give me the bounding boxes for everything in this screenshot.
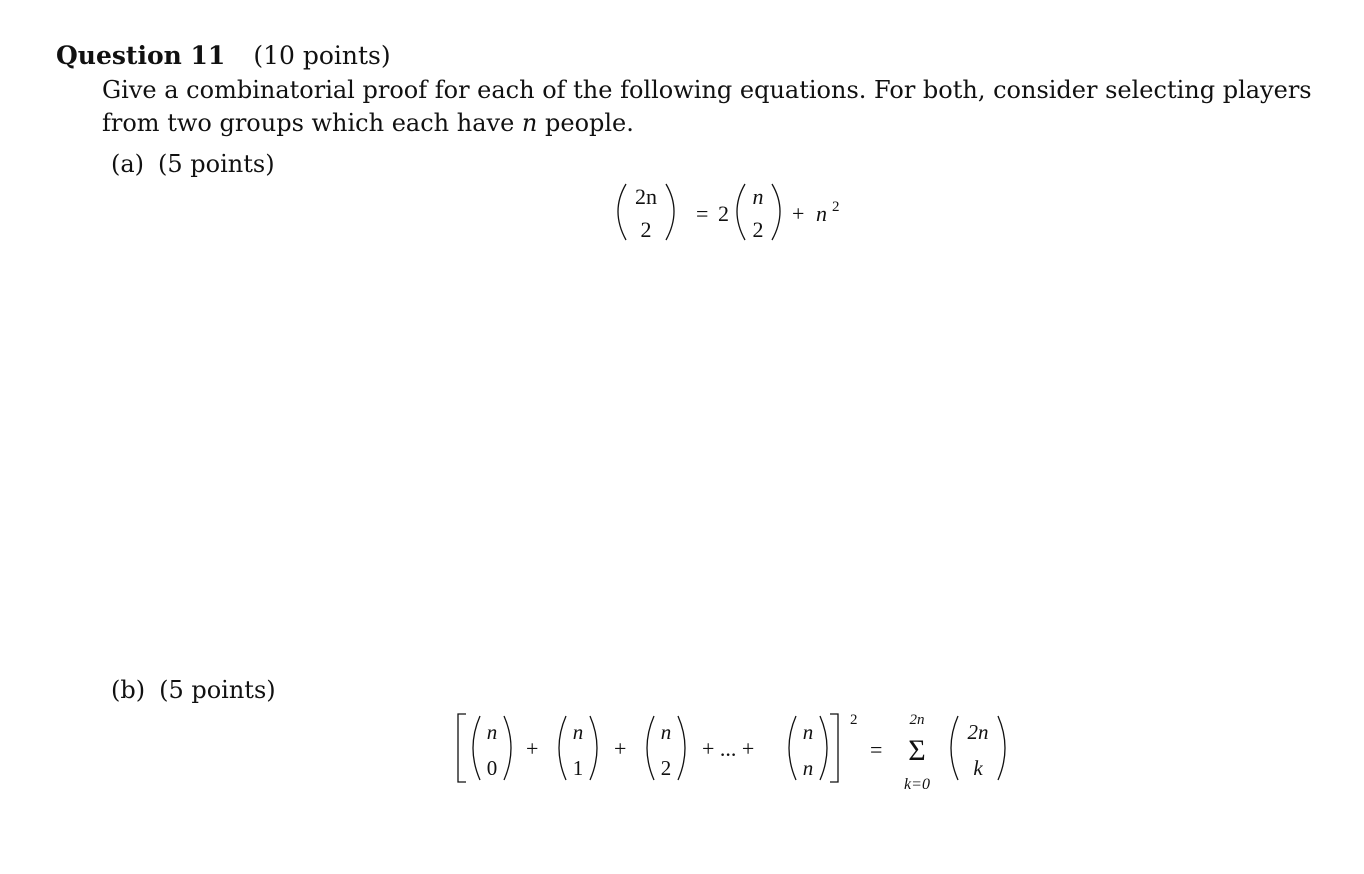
part-a-label	[111, 150, 275, 178]
instructions-text-start: Give a combinatorial proof for each of the following equations. For both, consider selecting players from two groups which each have	[102, 76, 1312, 137]
coefficient: 2	[718, 201, 729, 226]
plus-sign: +	[792, 201, 805, 226]
part-a-equation	[600, 178, 860, 250]
binomial-top: 2n	[635, 184, 657, 209]
equals-sign: =	[870, 737, 883, 762]
binomial-top: n	[572, 720, 584, 744]
part-b-label	[111, 676, 276, 704]
left-bracket	[458, 714, 466, 782]
left-paren	[737, 184, 745, 240]
binomial-top: n	[486, 720, 498, 744]
binomial-bottom: 1	[572, 756, 584, 780]
right-paren	[504, 716, 511, 780]
binomial-n-choose-2	[737, 184, 780, 242]
instructions-text-end: people.	[537, 109, 634, 137]
binomial-n-choose-0	[473, 716, 511, 780]
right-paren	[678, 716, 685, 780]
exponent: 2	[832, 199, 840, 215]
equals-sign: =	[696, 201, 709, 226]
binomial-bottom: 2	[660, 756, 672, 780]
summation-symbol: Σ	[908, 734, 926, 767]
binomial-bottom: 2	[752, 217, 764, 242]
bracket-exponent: 2	[850, 712, 858, 728]
question-instructions	[102, 74, 1312, 140]
question-title-line	[56, 41, 391, 70]
binomial-n-choose-n	[789, 716, 827, 780]
binomial-bottom: n	[802, 756, 814, 780]
left-paren	[789, 716, 796, 780]
binomial-n-choose-2	[647, 716, 685, 780]
left-paren	[647, 716, 654, 780]
instructions-variable: n	[521, 109, 538, 137]
binomial-bottom: 0	[486, 756, 498, 780]
plus-sign: +	[526, 736, 539, 761]
ellipsis: + ... +	[702, 736, 755, 761]
binomial-bottom: k	[973, 756, 983, 780]
sum-upper-limit: 2n	[909, 712, 925, 728]
part-b-points: (5 points)	[159, 676, 276, 704]
part-b-equation	[450, 706, 1020, 798]
left-paren	[473, 716, 480, 780]
part-a-letter: (a)	[111, 150, 145, 178]
sum-lower-limit: k=0	[904, 776, 930, 793]
binomial-2n-choose-k	[951, 716, 1005, 780]
right-paren	[772, 184, 780, 240]
question-title: Question 11	[56, 41, 226, 70]
right-paren	[820, 716, 827, 780]
plus-sign: +	[614, 736, 627, 761]
binomial-top: n	[660, 720, 672, 744]
binomial-n-choose-1	[559, 716, 597, 780]
binomial-top: n	[802, 720, 814, 744]
part-a-points: (5 points)	[158, 150, 275, 178]
binomial-2n-choose-2	[618, 184, 674, 242]
left-paren	[559, 716, 566, 780]
right-paren	[666, 184, 674, 240]
binomial-top: n	[752, 184, 764, 209]
right-paren	[590, 716, 597, 780]
question-points: (10 points)	[253, 41, 391, 70]
right-bracket	[830, 714, 838, 782]
binomial-top: 2n	[967, 720, 989, 744]
binomial-bottom: 2	[640, 217, 652, 242]
n-term: n	[816, 201, 827, 226]
left-paren	[618, 184, 626, 240]
part-b-letter: (b)	[111, 676, 146, 704]
left-paren	[951, 716, 958, 780]
right-paren	[998, 716, 1005, 780]
